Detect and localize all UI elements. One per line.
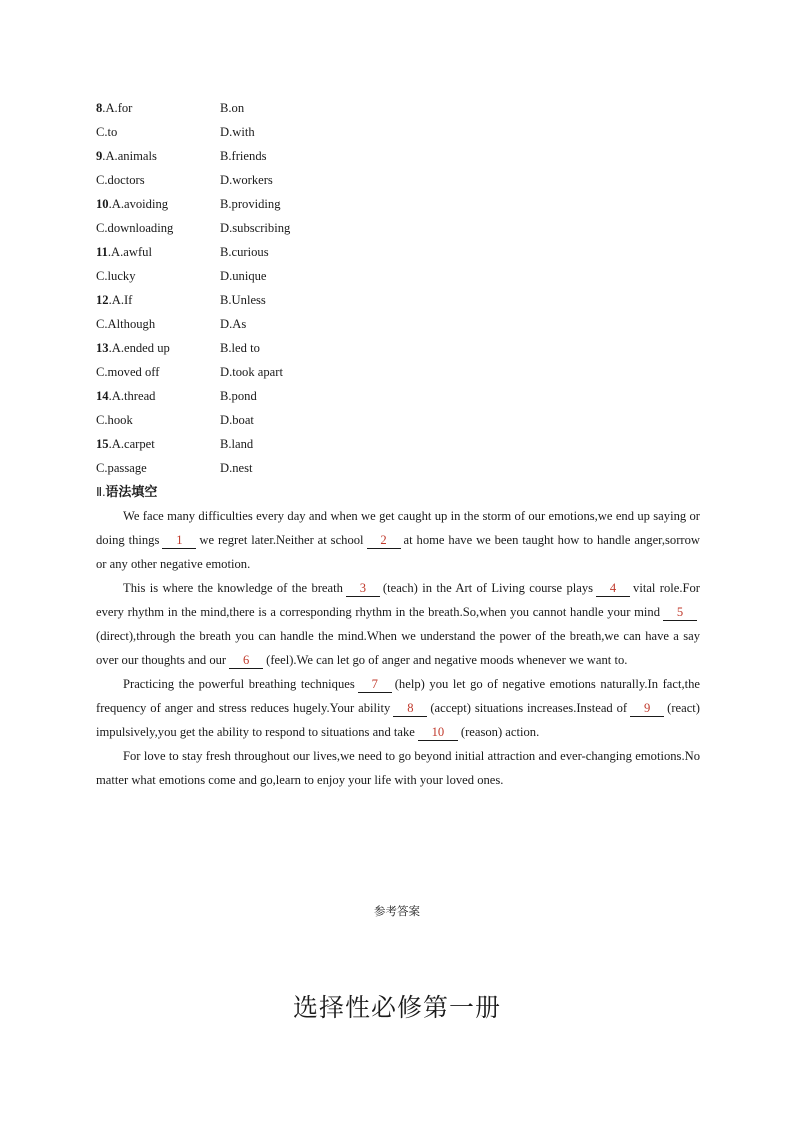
option-a[interactable]: 8.A.for (96, 101, 133, 115)
option-b[interactable]: B.on (220, 101, 245, 115)
option-b[interactable]: B.Unless (220, 293, 266, 307)
option-d[interactable]: D.boat (220, 413, 254, 427)
option-b[interactable]: B.friends (220, 149, 267, 163)
book-title: 选择性必修第一册 (292, 993, 501, 1022)
blank-9[interactable]: 9 (630, 701, 664, 717)
blank-4[interactable]: 4 (596, 581, 630, 597)
answer-key-label: 参考答案 (374, 904, 420, 918)
passage-paragraph-4: For love to stay fresh throughout our lives,we need to go beyond initial attraction and ever-changing emotions.No matter what emotions come and go,learn to enjoy your life with your loved ones. (96, 749, 700, 787)
question-13-row-cd (96, 360, 700, 384)
option-c[interactable]: C.to (96, 125, 118, 139)
option-c[interactable]: C.passage (96, 461, 147, 475)
section-title: 语法填空 (105, 485, 158, 500)
option-d[interactable]: D.nest (220, 461, 253, 475)
question-14-row-ab (96, 384, 700, 408)
question-15-row-ab (96, 432, 700, 456)
question-11-row-cd (96, 264, 700, 288)
option-d[interactable]: D.with (220, 125, 255, 139)
document-body (96, 96, 700, 792)
blank-5[interactable]: 5 (663, 605, 697, 621)
blank-3[interactable]: 3 (346, 581, 380, 597)
option-c[interactable]: C.moved off (96, 365, 160, 379)
option-a[interactable]: 15.A.carpet (96, 437, 155, 451)
question-15-row-cd (96, 456, 700, 480)
blank-2[interactable]: 2 (367, 533, 401, 549)
option-a[interactable]: 9.A.animals (96, 149, 157, 163)
passage-paragraph-1: We face many difficulties every day and when we get caught up in the storm of our emotions,we end up saying or doing things 1 we regret later.Neither at school 2 at home have we been taught how to handle anger,sorrow or any other negative emotion. (96, 509, 700, 571)
option-c[interactable]: C.hook (96, 413, 133, 427)
passage-paragraph-3: Practicing the powerful breathing techniques 7 (help) you let go of negative emotions naturally.In fact,the frequency of anger and stress reduces hugely.Your ability 8 (accept) situations increases.Instead of 9 (react) impulsively,you get the ability to respond to situations and take 10 (reason) action. (96, 677, 700, 739)
section-heading (96, 480, 700, 504)
question-10-row-ab (96, 192, 700, 216)
passage-paragraph-2: This is where the knowledge of the breath 3 (teach) in the Art of Living course plays 4 vital role.For every rhythm in the mind,there is a corresponding rhythm in the breath.So,when you cannot handle your mind 5(direct),through the breath you can handle the mind.When we understand the power of the breath,we can have a say over our thoughts and our 6 (feel).We can let go of anger and negative moods whenever we want to. (96, 581, 700, 667)
question-10-row-cd (96, 216, 700, 240)
option-d[interactable]: D.took apart (220, 365, 283, 379)
option-d[interactable]: D.subscribing (220, 221, 291, 235)
options-list (96, 96, 700, 480)
option-c[interactable]: C.Although (96, 317, 156, 331)
section-number: Ⅱ. (96, 485, 106, 499)
option-b[interactable]: B.curious (220, 245, 269, 259)
question-13-row-ab (96, 336, 700, 360)
blank-8[interactable]: 8 (393, 701, 427, 717)
option-a[interactable]: 12.A.If (96, 293, 133, 307)
question-9-row-cd (96, 168, 700, 192)
option-a[interactable]: 13.A.ended up (96, 341, 170, 355)
option-d[interactable]: D.As (220, 317, 247, 331)
blank-1[interactable]: 1 (162, 533, 196, 549)
option-c[interactable]: C.downloading (96, 221, 174, 235)
question-12-row-cd (96, 312, 700, 336)
option-a[interactable]: 10.A.avoiding (96, 197, 169, 211)
blank-10[interactable]: 10 (418, 725, 458, 741)
option-b[interactable]: B.led to (220, 341, 260, 355)
option-b[interactable]: B.pond (220, 389, 257, 403)
question-12-row-ab (96, 288, 700, 312)
option-b[interactable]: B.land (220, 437, 254, 451)
option-d[interactable]: D.unique (220, 269, 267, 283)
option-c[interactable]: C.lucky (96, 269, 136, 283)
blank-6[interactable]: 6 (229, 653, 263, 669)
question-14-row-cd (96, 408, 700, 432)
question-9-row-ab (96, 144, 700, 168)
question-11-row-ab (96, 240, 700, 264)
option-d[interactable]: D.workers (220, 173, 273, 187)
option-b[interactable]: B.providing (220, 197, 281, 211)
option-c[interactable]: C.doctors (96, 173, 145, 187)
option-a[interactable]: 11.A.awful (96, 245, 152, 259)
question-8-row-ab (96, 96, 700, 120)
question-8-row-cd (96, 120, 700, 144)
option-a[interactable]: 14.A.thread (96, 389, 156, 403)
blank-7[interactable]: 7 (358, 677, 392, 693)
